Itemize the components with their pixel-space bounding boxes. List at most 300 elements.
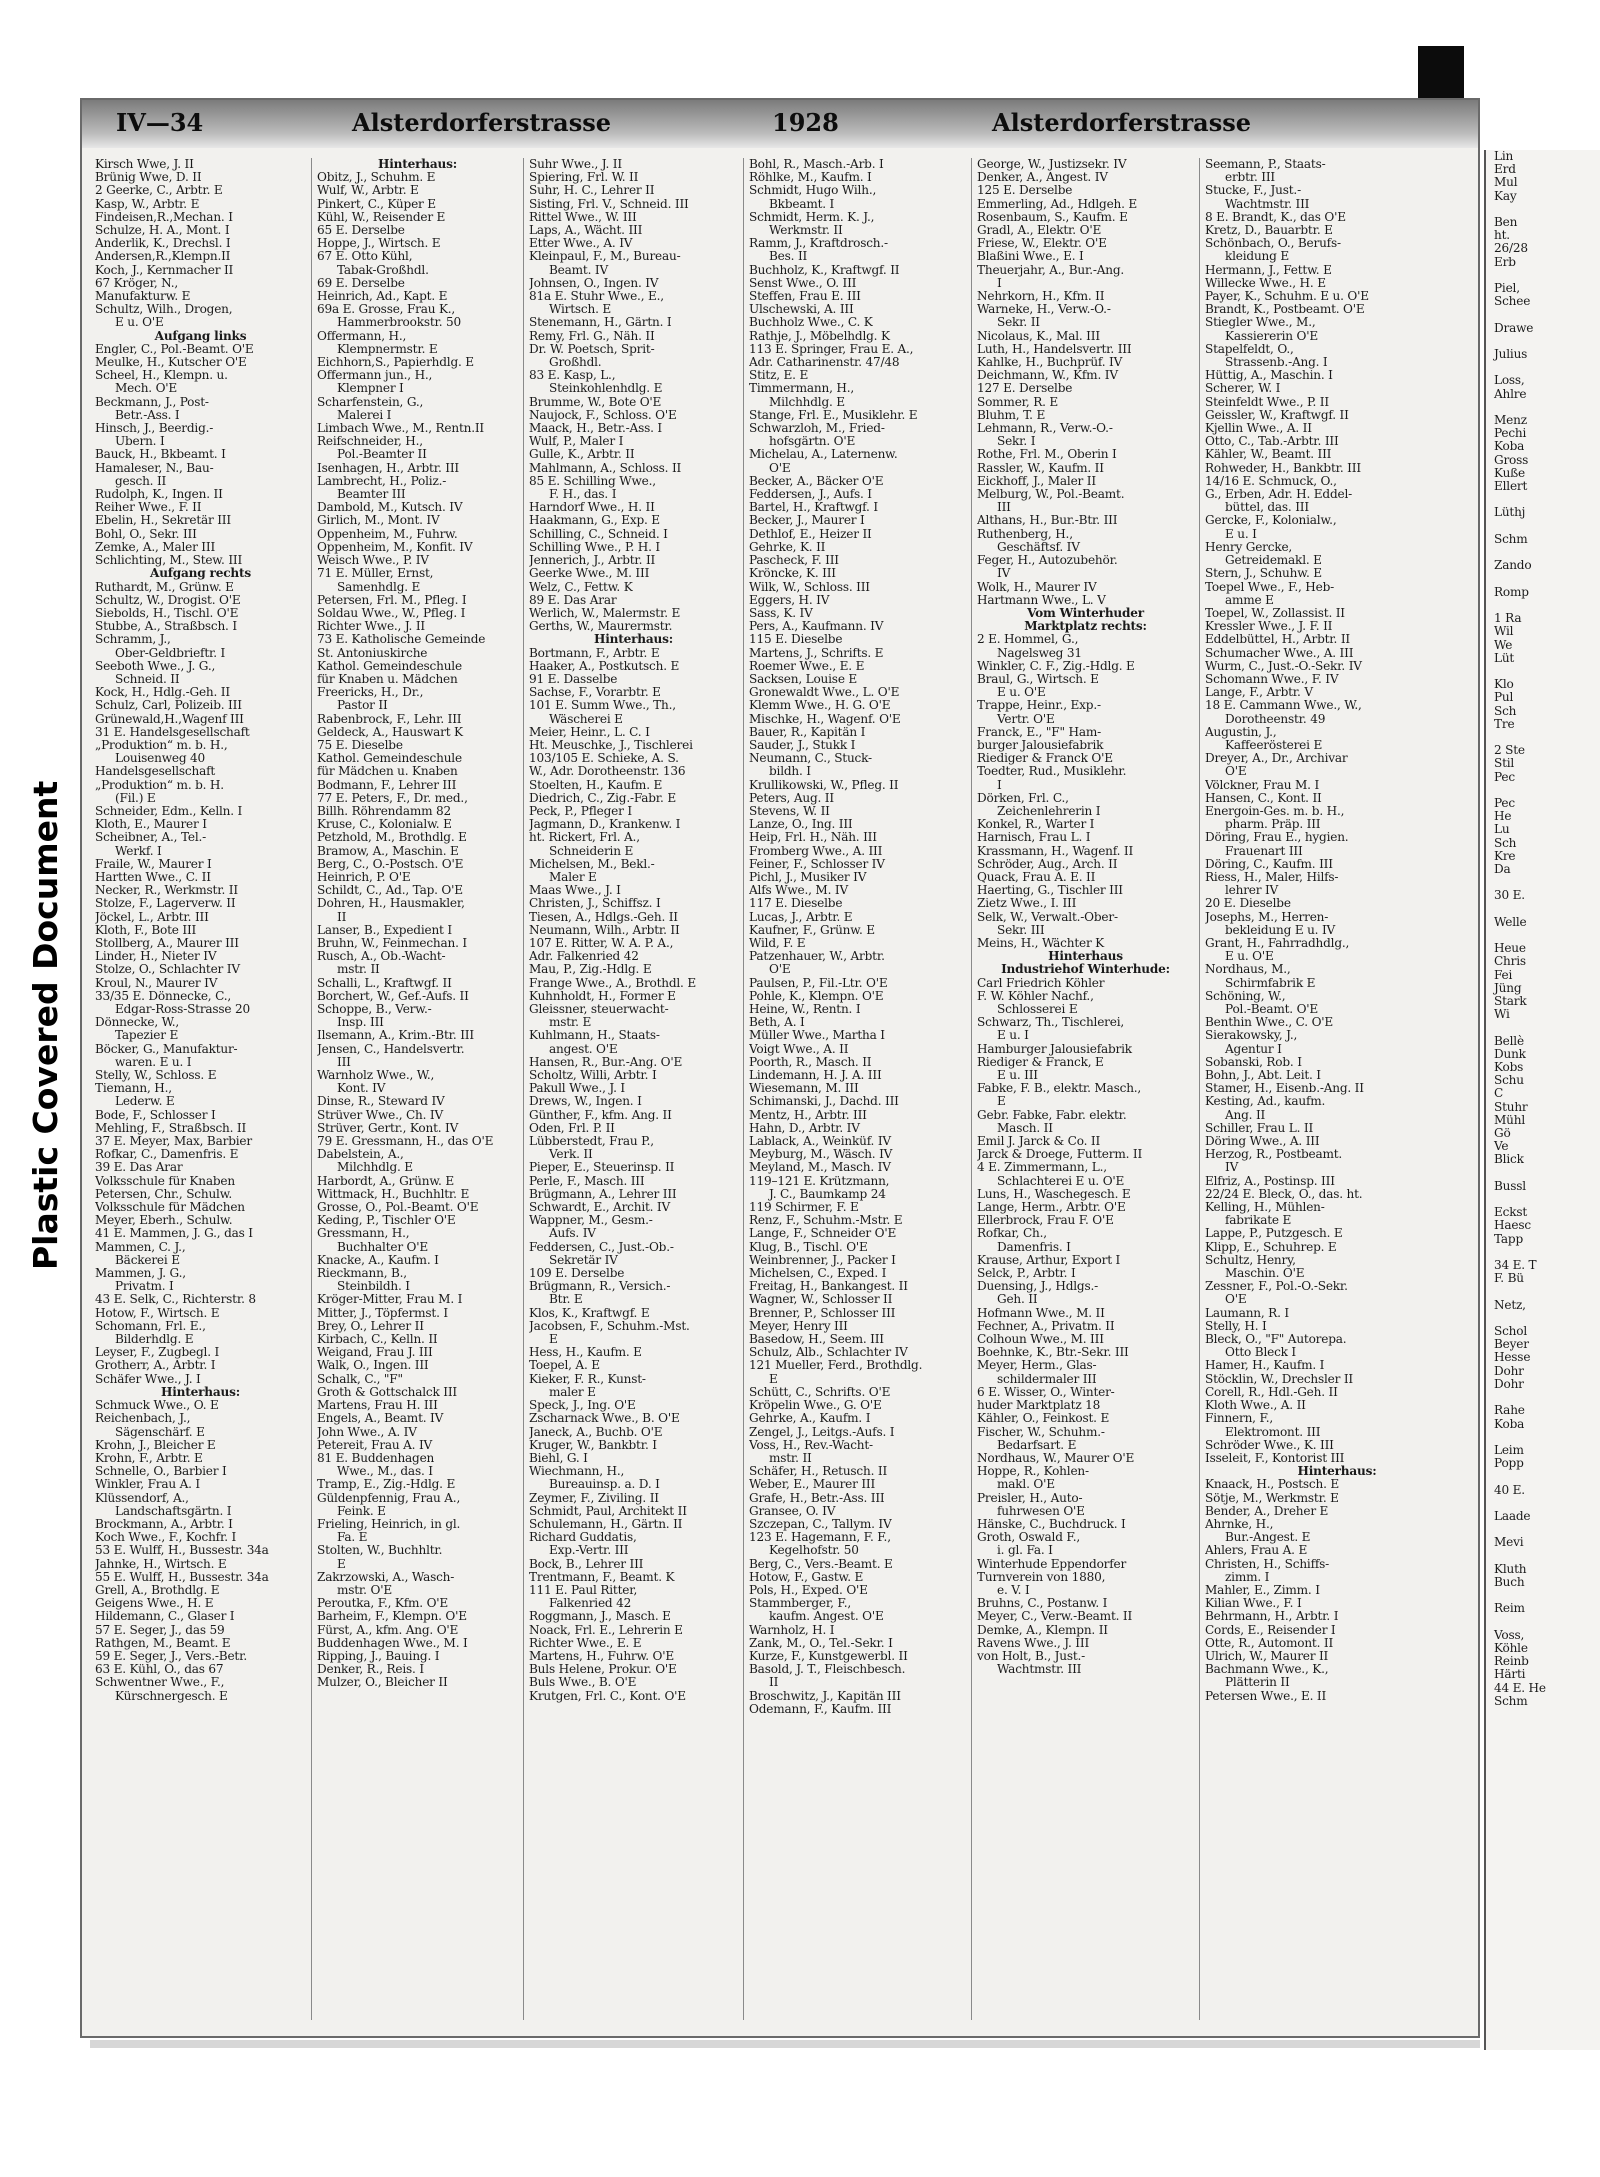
- entry-line: Wachtmstr. III: [997, 1663, 1082, 1677]
- entry-line: Kasp, W., Arbtr. E: [95, 197, 200, 211]
- entry-line: Melburg, W., Pol.-Beamt.: [977, 488, 1125, 502]
- entry-line: Laumann, R. I: [1205, 1306, 1289, 1320]
- entry-line: Basold, J. T., Fleischbesch.: [749, 1663, 906, 1677]
- entry-line: Rusch, A., Ob.-Wacht-: [317, 950, 446, 964]
- strip-line: Pec: [1494, 796, 1515, 810]
- entry-line: Haerting, G., Tischler III: [977, 884, 1123, 898]
- entry-line: F. W. Köhler Nachf.,: [977, 989, 1094, 1003]
- entry-line: Isenhagen, H., Arbtr. III: [317, 461, 459, 475]
- entry-line: Bartel, H., Kraftwgf. I: [749, 501, 878, 515]
- entry-line: Buchholz, K., Kraftwgf. II: [749, 263, 900, 277]
- entry-line: Martens, H., Fuhrw. O'E: [529, 1649, 674, 1663]
- entry-line: O'E: [1225, 765, 1247, 779]
- entry-line: Mammen, J. G.,: [95, 1267, 186, 1281]
- strip-line: Bellè: [1494, 1034, 1524, 1048]
- entry-line: 22/24 E. Bleck, O., das. ht.: [1205, 1187, 1363, 1201]
- entry-line: Bäckerei E: [115, 1253, 180, 1267]
- entry-line: kleidung E: [1225, 250, 1289, 264]
- entry-line: Stubbe, A., Straßbsch. I: [95, 620, 237, 634]
- entry-line: Nordhaus, W., Maurer O'E: [977, 1451, 1135, 1465]
- entry-line: Dörken, Frl. C.,: [977, 791, 1069, 805]
- entry-line: Lindemann, H. J. A. III: [749, 1069, 882, 1083]
- entry-line: Lehmann, R., Verw.-O.-: [977, 422, 1113, 436]
- entry-line: Denker, R., Reis. I: [317, 1663, 424, 1677]
- entry-line: Spiering, Frl. W. II: [529, 171, 639, 185]
- entry-line: Kelling, H., Mühlen-: [1205, 1201, 1325, 1215]
- strip-line: Ellert: [1494, 480, 1528, 494]
- entry-line: Walk, O., Ingen. III: [317, 1359, 429, 1373]
- strip-line: Kluth: [1494, 1562, 1527, 1576]
- entry-line: Bachmann Wwe., K.,: [1205, 1663, 1329, 1677]
- entry-line: Stern, J., Schuhw. E: [1205, 567, 1322, 581]
- entry-line: maler E: [549, 1385, 596, 1399]
- entry-line: Reichenbach, J.,: [95, 1412, 191, 1426]
- entry-line: hofsgärtn. O'E: [769, 435, 856, 449]
- entry-line: Zscharnack Wwe., B. O'E: [529, 1412, 680, 1426]
- entry-line: 2 Geerke, C., Arbtr. E: [95, 184, 223, 198]
- strip-line: Blick: [1494, 1153, 1524, 1167]
- entry-line: Stitz, E. E: [749, 369, 809, 383]
- entry-line: von Holt, B., Just.-: [977, 1649, 1086, 1663]
- entry-line: Hartten Wwe., C. II: [95, 870, 211, 884]
- entry-line: Oppenheim, M., Konfit. IV: [317, 540, 473, 554]
- entry-line: Kleinpaul, F., M., Bureau-: [529, 250, 681, 264]
- entry-line: Dohren, H., Hausmakler,: [317, 897, 465, 911]
- strip-line: Mul: [1494, 176, 1518, 190]
- entry-line: Sacksen, Louise E: [749, 672, 858, 686]
- entry-line: Schomann, Frl. E.,: [95, 1319, 206, 1333]
- strip-line: Mevi: [1494, 1536, 1524, 1550]
- strip-line: 40 E.: [1494, 1483, 1525, 1497]
- entry-line: Brügmann, R., Versich.-: [529, 1280, 671, 1294]
- entry-line: 119 Schirmer, F. E: [749, 1201, 859, 1215]
- entry-line: Ulrich, W., Maurer II: [1205, 1649, 1329, 1663]
- entry-line: Schiller, Frau L. II: [1205, 1121, 1314, 1135]
- entry-line: Günther, F., kfm. Ang. II: [529, 1108, 672, 1122]
- strip-line: Schm: [1494, 532, 1528, 546]
- entry-line: Beamt. IV: [549, 263, 608, 277]
- entry-line: Schultz, Henry,: [1205, 1253, 1296, 1267]
- entry-line: Geerke Wwe., M. III: [529, 567, 650, 581]
- strip-line: Stark: [1494, 995, 1527, 1008]
- entry-line: Bes. II: [769, 250, 808, 264]
- entry-line: Vertr. O'E: [997, 712, 1055, 726]
- strip-line: Pul: [1494, 691, 1514, 705]
- entry-line: Franck, E., "F" Ham-: [977, 725, 1101, 739]
- entry-line: Peroutka, F., Kfm. O'E: [317, 1597, 449, 1611]
- entry-line: Basedow, H., Seem. III: [749, 1333, 884, 1347]
- entry-line: Volksschule für Knaben: [95, 1174, 235, 1188]
- strip-line: [1486, 784, 1600, 797]
- entry-line: Wiesemann, M. III: [749, 1082, 859, 1096]
- strip-line: Lin: [1494, 150, 1514, 163]
- column: [1200, 158, 1474, 2020]
- entry-line: Strassenb.-Ang. I: [1225, 356, 1328, 370]
- entry-line: Schröder Wwe., K. III: [1205, 1438, 1334, 1452]
- entry-line: Reiher Wwe., F. II: [95, 501, 202, 515]
- entry-line: Btr. E: [549, 1293, 583, 1307]
- entry-line: Pieper, E., Steuerinsp. II: [529, 1161, 675, 1175]
- entry-line: Krutgen, Frl. C., Kont. O'E: [529, 1689, 686, 1703]
- entry-line: 89 E. Das Ärar: [529, 593, 617, 607]
- entry-line: E u. I: [997, 1029, 1029, 1043]
- entry-line: „Produktion“ m. b. H.: [95, 778, 224, 792]
- entry-line: Stevens, W. II: [749, 804, 830, 818]
- entry-line: kaufm. Angest. O'E: [769, 1610, 884, 1624]
- entry-line: 77 E. Peters, F., Dr. med.,: [317, 791, 468, 805]
- entry-line: Hahn, D., Arbtr. IV: [749, 1121, 860, 1135]
- strip-line: Tre: [1494, 717, 1515, 731]
- entry-line: Borchert, W., Gef.-Aufs. II: [317, 989, 469, 1003]
- entry-line: Schäfer, H., Retusch. II: [749, 1465, 888, 1479]
- entry-line: Klempnermstr. E: [337, 342, 438, 356]
- entry-line: Heinrich, Ad., Kapt. E: [317, 290, 448, 304]
- entry-line: Bodmann, F., Lehrer III: [317, 778, 457, 792]
- entry-line: Mitter, J., Töpfermst. I: [317, 1306, 448, 1320]
- entry-line: Brandt, K., Postbeamt. O'E: [1205, 303, 1365, 317]
- entry-line: Schmidt, Paul, Architekt II: [529, 1504, 687, 1518]
- entry-line: Werlich, W., Malermstr. E: [529, 606, 681, 620]
- entry-line: Speck, J., Ing. O'E: [529, 1399, 636, 1413]
- entry-line: Linder, H., Nieter IV: [95, 950, 217, 964]
- entry-line: Kont. IV: [337, 1082, 386, 1096]
- entry-line: Gronewaldt Wwe., L. O'E: [749, 686, 900, 700]
- entry-line: Koch Wwe., F., Kochfr. I: [95, 1531, 237, 1545]
- entry-line: Buls Wwe., B. O'E: [529, 1676, 637, 1690]
- strip-line: C: [1494, 1087, 1504, 1101]
- entry-line: Eickhoff, J., Maler II: [977, 474, 1096, 488]
- strip-line: Erd: [1494, 163, 1516, 177]
- strip-line: Lüthj: [1494, 506, 1526, 520]
- entry-line: Landschaftsgärtn. I: [115, 1504, 232, 1518]
- entry-line: Buls Helene, Prokur. O'E: [529, 1663, 677, 1677]
- entry-line: Wild, F. E: [749, 936, 806, 950]
- entry-line: Jacobsen, F., Schuhm.-Mst.: [529, 1319, 690, 1333]
- entry-line: Schmidt, Herm. K. J.,: [749, 210, 875, 224]
- entry-line: Hildemann, C., Glaser I: [95, 1610, 235, 1624]
- entry-line: Stollberg, A., Maurer III: [95, 936, 239, 950]
- entry-line: Ang. II: [1225, 1108, 1266, 1122]
- entry-line: Ellerbrock, Frau F. O'E: [977, 1214, 1114, 1228]
- entry-line: Pastor II: [337, 699, 388, 713]
- entry-line: Geh. II: [997, 1293, 1038, 1307]
- entry-line: Rofkar, C., Damenfris. E: [95, 1148, 239, 1162]
- strip-line: [1486, 308, 1600, 321]
- entry-line: Rohweder, H., Bankbtr. III: [1205, 461, 1361, 475]
- strip-line: Dohr: [1494, 1377, 1524, 1391]
- strip-line: [1486, 1021, 1600, 1034]
- entry-line: Gleissner, steuerwacht-: [529, 1003, 669, 1016]
- entry-line: Voss, H., Rev.-Wacht-: [749, 1438, 873, 1452]
- entry-line: huder Marktplatz 18: [977, 1399, 1101, 1413]
- entry-line: Krullikowski, W., Pfleg. II: [749, 778, 899, 792]
- entry-line: Bleck, O., "F" Autorepa.: [1205, 1333, 1347, 1347]
- entry-line: Mech. O'E: [115, 382, 178, 396]
- entry-line: Hofmann Wwe., M. II: [977, 1306, 1105, 1320]
- entry-line: Hoppe, J., Wirtsch. E: [317, 237, 441, 251]
- strip-line: Lüt: [1494, 651, 1515, 665]
- entry-line: Schlachterei E u. O'E: [997, 1174, 1125, 1188]
- entry-line: 71 E. Müller, Ernst,: [317, 567, 434, 581]
- entry-line: Kathol. Gemeindeschule: [317, 659, 462, 673]
- entry-line: Schneid. II: [115, 672, 180, 686]
- entry-line: Rothe, Frl. M., Oberin I: [977, 448, 1117, 462]
- entry-line: 119–121 E. Krützmann,: [749, 1174, 890, 1188]
- entry-line: Bauer, R., Kapitän I: [749, 725, 866, 739]
- entry-line: Laps, A., Wächt. III: [529, 224, 643, 238]
- entry-line: Zengel, J., Leitgs.-Aufs. I: [749, 1425, 895, 1439]
- entry-line: Petzhold, M., Brothdlg. E: [317, 831, 467, 845]
- entry-line: Ahrnke, H.,: [1205, 1517, 1274, 1531]
- entry-line: Eggers, H. IV: [749, 593, 830, 607]
- entry-line: Theuerjahr, A., Bur.-Ang.: [977, 263, 1125, 277]
- entry-line: 121 Mueller, Ferd., Brothdlg.: [749, 1359, 923, 1373]
- entry-line: Dethlof, E., Heizer II: [749, 527, 872, 541]
- entry-line: Stucke, F., Just.-: [1205, 184, 1301, 198]
- entry-line: Krassmann, H., Wagenf. II: [977, 844, 1134, 858]
- entry-line: Stiegler Wwe., M.,: [1205, 316, 1316, 330]
- strip-line: Ben: [1494, 216, 1518, 230]
- entry-line: Sierakowsky, J.,: [1205, 1029, 1298, 1043]
- entry-line: 101 E. Summ Wwe., Th.,: [529, 699, 676, 713]
- entry-line: Grünewald,H.,Wagenf III: [95, 712, 244, 726]
- entry-line: 125 E. Derselbe: [977, 184, 1073, 198]
- strip-line: [1486, 269, 1600, 282]
- entry-line: Riediger & Franck, E: [977, 1055, 1104, 1069]
- strip-line: Stil: [1494, 757, 1515, 771]
- document-stamp: Plastic Covered Document: [26, 780, 65, 1270]
- entry-line: E: [337, 1557, 346, 1571]
- entry-line: Gulle, K., Arbtr. II: [529, 448, 635, 462]
- entry-line: Leyser, F., Zugbegl. I: [95, 1346, 220, 1360]
- entry-line: Engler, C., Pol.-Beamt. O'E: [95, 342, 254, 356]
- entry-line: Schwarz, Th., Tischlerei,: [977, 1016, 1125, 1030]
- entry-line: Duensing, J., Hdlgs.-: [977, 1280, 1099, 1294]
- strip-line: [1486, 1246, 1600, 1259]
- entry-line: Kuhlmann, H., Staats-: [529, 1029, 660, 1043]
- entry-line: Pol.-Beamt. O'E: [1225, 1003, 1319, 1016]
- entry-line: Payer, K., Schuhm. E u. O'E: [1205, 290, 1369, 304]
- entry-line: Milchhdlg. E: [769, 395, 845, 409]
- entry-line: büttel, das. III: [1225, 501, 1309, 515]
- entry-line: Schnelle, O., Barbier I: [95, 1465, 227, 1479]
- strip-line: F. Bü: [1494, 1272, 1524, 1286]
- entry-line: Betr.-Ass. I: [115, 408, 180, 422]
- entry-line: Fromberg Wwe., A. III: [749, 844, 883, 858]
- entry-line: Bohl, O., Sekr. III: [95, 527, 197, 541]
- strip-line: Da: [1494, 862, 1511, 876]
- entry-line: Dabelstein, A.,: [317, 1148, 404, 1162]
- page-code: IV—34: [116, 108, 204, 137]
- entry-line: Kloth Wwe., A. II: [1205, 1399, 1306, 1413]
- strip-line: [1486, 520, 1600, 533]
- entry-line: Agentur I: [1225, 1042, 1282, 1056]
- entry-line: 6 E. Wisser, O., Winter-: [977, 1385, 1115, 1399]
- entry-line: Knaack, H., Postsch. E: [1205, 1478, 1339, 1492]
- entry-line: Hoppe, R., Kohlen-: [977, 1465, 1089, 1479]
- entry-line: Richter Wwe., E. E: [529, 1636, 642, 1650]
- entry-line: Patzenhauer, W., Arbtr.: [749, 950, 885, 964]
- entry-line: Wachtmstr. III: [1225, 197, 1310, 211]
- strip-line: [1486, 573, 1600, 586]
- strip-line: Koba: [1494, 440, 1525, 454]
- entry-line: Malerei I: [337, 408, 392, 422]
- entry-line: Kruse, C., Kolonialw. E: [317, 818, 452, 832]
- entry-line: Scholtz, Willi, Arbtr. I: [529, 1069, 657, 1083]
- entry-line: Stamer, H., Eisenb.-Ang. II: [1205, 1082, 1364, 1096]
- entry-line: IV: [997, 567, 1011, 581]
- entry-line: Herzog, R., Postbeamt.: [1205, 1148, 1343, 1162]
- strip-line: Piel,: [1494, 282, 1520, 296]
- entry-line: Lanser, B., Expedient I: [317, 923, 452, 937]
- entry-line: Maack, H., Betr.-Ass. I: [529, 422, 662, 436]
- entry-line: Ulschewski, A. III: [749, 303, 854, 317]
- entry-line: Hinterhaus:: [161, 1385, 240, 1399]
- entry-line: Schulz, Carl, Polizeib. III: [95, 699, 242, 713]
- entry-line: Christen, H., Schiffs-: [1205, 1557, 1330, 1571]
- entry-line: Roemer Wwe., E. E: [749, 659, 865, 673]
- entry-line: Kock, H., Hdlg.-Geh. II: [95, 686, 230, 700]
- entry-line: Privatm. I: [115, 1280, 174, 1294]
- entry-line: Ober-Geldbrieftr. I: [115, 646, 226, 660]
- entry-line: Edgar-Ross-Strasse 20: [115, 1003, 251, 1016]
- entry-line: John Wwe., A. IV: [317, 1425, 417, 1439]
- entry-line: Schlosserei E: [997, 1003, 1078, 1016]
- entry-line: Dr. W. Poetsch, Sprit-: [529, 342, 655, 356]
- entry-line: Petersen, Chr., Schulw.: [95, 1187, 233, 1201]
- entry-line: Seeboth Wwe., J. G.,: [95, 659, 216, 673]
- entry-line: Brockmann, A., Arbtr. I: [95, 1517, 233, 1531]
- entry-line: Insp. III: [337, 1016, 384, 1030]
- entry-line: Schulemann, H., Gärtn. II: [529, 1517, 683, 1531]
- entry-line: Isseleit, F., Kontorist III: [1205, 1451, 1345, 1465]
- strip-line: He: [1494, 810, 1512, 824]
- entry-line: fuhrwesen O'E: [997, 1504, 1085, 1518]
- entry-line: Kirbach, C., Kelln. II: [317, 1333, 438, 1347]
- entry-line: Rosenbaum, S., Kaufm. E: [977, 210, 1128, 224]
- entry-line: Becker, A., Bäcker O'E: [749, 474, 884, 488]
- entry-line: Hess, H., Kaufm. E: [529, 1346, 642, 1360]
- entry-line: Stoelten, H., Kaufm. E: [529, 778, 663, 792]
- entry-line: Hüttig, A., Maschin. I: [1205, 369, 1333, 383]
- entry-line: 39 E. Das Ärar: [95, 1161, 183, 1175]
- entry-line: Sekr. II: [997, 316, 1040, 330]
- strip-line: Julius: [1494, 348, 1528, 362]
- entry-line: Petersen Wwe., E. II: [1205, 1689, 1327, 1703]
- entry-line: Wilk, W., Schloss. III: [749, 580, 870, 594]
- entry-line: Zakrzowski, A., Wasch-: [317, 1570, 455, 1584]
- entry-line: Dreyer, A., Dr., Archivar: [1205, 752, 1348, 766]
- entry-line: Toepel Wwe., F., Heb-: [1205, 580, 1335, 594]
- entry-line: Stenemann, H., Gärtn. I: [529, 316, 672, 330]
- entry-line: Kirsch Wwe, J. II: [95, 158, 194, 171]
- page-shadow: [90, 2040, 1480, 2048]
- entry-line: Riediger & Franck O'E: [977, 752, 1113, 766]
- strip-line: Lu: [1494, 823, 1510, 837]
- entry-line: e. V. I: [997, 1583, 1030, 1597]
- entry-line: 113 E. Springer, Frau E. A.,: [749, 342, 914, 356]
- entry-line: Bilderhdlg. E: [115, 1333, 194, 1347]
- entry-line: Freitag, H., Bankangest. II: [749, 1280, 908, 1294]
- entry-line: F. H., das. I: [549, 488, 617, 502]
- entry-line: Finnern, F.,: [1205, 1412, 1274, 1426]
- column: [972, 158, 1200, 2020]
- entry-line: Christen, J., Schiffsz. I: [529, 897, 661, 911]
- entry-line: Andersen,R.,Klempn.II: [95, 250, 231, 264]
- entry-line: Toepel, A. E: [529, 1359, 600, 1373]
- entry-line: Limbach Wwe., M., Rentn.II: [317, 422, 485, 436]
- entry-line: Schröder, Aug., Arch. II: [977, 857, 1118, 871]
- entry-line: 123 E. Hagemann, F. F.,: [749, 1531, 891, 1545]
- entry-line: Schwentner Wwe., F.,: [95, 1676, 225, 1690]
- entry-line: Klüssendorf, A.,: [95, 1491, 189, 1505]
- strip-line: [1486, 1167, 1600, 1180]
- entry-line: Offermann, H.,: [317, 329, 407, 343]
- entry-line: Schulze, H. A., Mont. I: [95, 224, 230, 238]
- entry-line: Neumann, Wilh., Arbtr. II: [529, 923, 680, 937]
- entry-line: 57 E. Seger, J., das 59: [95, 1623, 225, 1637]
- entry-line: Neumann, C., Stuck-: [749, 752, 872, 766]
- entry-line: Ripping, J., Bauing. I: [317, 1649, 440, 1663]
- entry-line: Kurze, F., Kunstgewerbl. II: [749, 1649, 908, 1663]
- entry-line: Fürst, A., kfm. Ang. O'E: [317, 1623, 459, 1637]
- entry-line: III: [337, 1055, 351, 1069]
- entry-line: Gradl, A., Elektr. O'E: [977, 224, 1102, 238]
- entry-line: Cords, E., Reisender I: [1205, 1623, 1336, 1637]
- entry-line: Fraile, W., Maurer I: [95, 857, 212, 871]
- strip-line: [1486, 665, 1600, 678]
- strip-line: Beyer: [1494, 1338, 1529, 1352]
- entry-line: burger Jalousiefabrik: [977, 738, 1104, 752]
- entry-line: Völckner, Frau M. I: [1205, 778, 1320, 792]
- entry-line: Ruthenberg, H.,: [977, 527, 1073, 541]
- entry-line: Denker, A., Angest. IV: [977, 171, 1108, 185]
- entry-line: Heine, W., Rentn. I: [749, 1003, 861, 1016]
- strip-line: Heue: [1494, 942, 1526, 956]
- entry-line: Meyer, Henry III: [749, 1319, 848, 1333]
- entry-line: Schultz, W., Drogist. O'E: [95, 593, 241, 607]
- entry-line: Werkmstr. II: [769, 224, 843, 238]
- entry-line: Mammen, C. J.,: [95, 1240, 186, 1254]
- entry-line: Brumme, W., Bote O'E: [529, 395, 662, 409]
- entry-line: Stapelfeldt, O.,: [1205, 342, 1294, 356]
- column: [524, 158, 744, 2020]
- entry-line: Aufgang links: [154, 329, 247, 343]
- entry-line: Jöckel, L., Arbtr. III: [95, 910, 209, 924]
- entry-line: Voigt Wwe., A. II: [749, 1042, 849, 1056]
- year: 1928: [772, 108, 839, 137]
- entry-line: Wappner, M., Gesm.-: [529, 1214, 653, 1228]
- entry-line: Zemke, A., Maler III: [95, 540, 216, 554]
- entry-line: W., Adr. Dorotheenstr. 136: [529, 765, 686, 779]
- entry-line: Pohle, K., Klempn. O'E: [749, 989, 884, 1003]
- entry-line: Freericks, H., Dr.,: [317, 686, 424, 700]
- entry-line: Blaßini Wwe., E. I: [977, 250, 1084, 264]
- entry-line: Krohn, F., Arbtr. E: [95, 1451, 203, 1465]
- entry-line: Grafe, H., Betr.-Ass. III: [749, 1491, 885, 1505]
- entry-line: Selk, W., Verwalt.-Ober-: [977, 910, 1118, 924]
- entry-line: Soldau Wwe., W., Pfleg. I: [317, 606, 466, 620]
- entry-line: Stelly, W., Schloss. E: [95, 1069, 217, 1083]
- strip-line: [1486, 546, 1600, 559]
- entry-line: Steffen, Frau E. III: [749, 290, 861, 304]
- entry-line: Carl Friedrich Köhler: [977, 976, 1105, 990]
- entry-line: I: [997, 778, 1002, 792]
- entry-line: Schäfer Wwe., J. I: [95, 1372, 201, 1386]
- entry-line: Michelau, A., Laternenw.: [749, 448, 898, 462]
- entry-line: Lübberstedt, Frau P.,: [529, 1135, 654, 1149]
- entry-line: Stelly, H. I: [1205, 1319, 1267, 1333]
